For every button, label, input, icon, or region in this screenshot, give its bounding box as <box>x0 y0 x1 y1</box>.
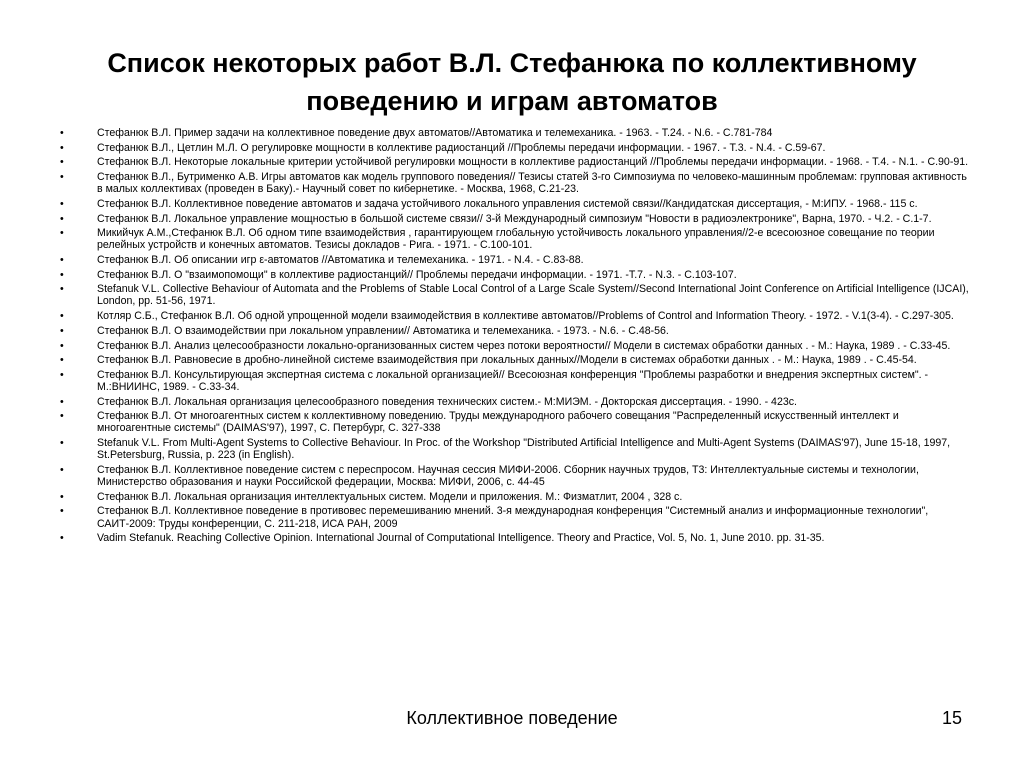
list-item: • Стефанюк В.Л. Об описании игр ε-автоматов //Автоматика и телемеханика. - 1971. - N.4. - С.83-88. <box>60 254 972 266</box>
list-item: • Стефанюк В.Л. Пример задачи на коллективное поведение двух автоматов//Автоматика и телемеханика. - 1963. - Т.24. - N.6. - С.781-784 <box>60 127 972 139</box>
list-item: • Vadim Stefanuk. Reaching Collective Opinion. International Journal of Computational Intelligence. Theory and Practice, Vol. 5, No. 1, June 2010. pp. 31-35. <box>60 532 972 544</box>
page-title-line-1: Список некоторых работ В.Л. Стефанюка по коллективному <box>107 48 917 78</box>
list-item: • Стефанюк В.Л. О "взаимопомощи" в коллективе радиостанций// Проблемы передачи информации. - 1971. -Т.7. - N.3. - С.103-107. <box>60 269 972 281</box>
list-item: • Стефанюк В.Л. Коллективное поведение в противовес перемешиванию мнений. 3-я международная конференция "Системный анализ и информационные технологии", САИТ-2009: Труды конференции, С. 211-218, ИСА РАН, 2009 <box>60 505 972 529</box>
list-item: • Стефанюк В.Л. Коллективное поведение систем с переспросом. Научная сессия МИФИ-2006. Сборник научных трудов, Т3: Интеллектуальные системы и технологии, Министерство образования и науки Российской федерации, Москва: МИФИ, 2006, с. 44-45 <box>60 464 972 488</box>
list-item: • Стефанюк В.Л. Консультирующая экспертная система с локальной организацией// Всесоюзная конференция "Проблемы разработки и внедрения экспертных систем". - М.:ВНИИНС, 1989. - С.33-34. <box>60 369 972 393</box>
list-item: • Stefanuk V.L. From Multi-Agent Systems to Collective Behaviour. In Proc. of the Workshop "Distributed Artificial Intelligence and Multi-Agent Systems (DAIMAS'97), June 15-18, 1997, St.Petersburg, Russia, p. 223 (in English). <box>60 437 972 461</box>
page-title-line-2: поведению и играм автоматов <box>306 86 718 116</box>
list-item: • Стефанюк В.Л., Бутрименко А.В. Игры автоматов как модель группового поведения// Тезисы статей 3-го Симпозиума по человеко-машинным проблемам: групповая активность в малых коллективах (проведен в Баку).- Научный совет по кибернетике. - Москва, 1968, С.21-23. <box>60 171 972 195</box>
list-item: • Стефанюк В.Л. Локальная организация целесообразного поведения технических систем.- М:МИЭМ. - Докторская диссертация. - 1990. - 423с. <box>60 396 972 408</box>
reference-list <box>60 127 972 547</box>
list-item: • Стефанюк В.Л. Локальная организация интеллектуальных систем. Модели и приложения. М.: Физматлит, 2004 , 328 с. <box>60 491 972 503</box>
list-item: • Стефанюк В.Л., Цетлин М.Л. О регулировке мощности в коллективе радиостанций //Проблемы передачи информации. - 1967. - Т.3. - N.4. - С.59-67. <box>60 142 972 154</box>
list-item: • Стефанюк В.Л. Анализ целесообразности локально-организованных систем через потоки вероятности// Модели в системах обработки данных . - М.: Наука, 1989 . - С.33-45. <box>60 340 972 352</box>
list-item: • Стефанюк В.Л. О взаимодействии при локальном управлении// Автоматика и телемеханика. - 1973. - N.6. - С.48-56. <box>60 325 972 337</box>
list-item: • Котляр С.Б., Стефанюк В.Л. Об одной упрощенной модели взаимодействия в коллективе автоматов//Problems of Control and Information Theory. - 1972. - V.1(3-4). - С.297-305. <box>60 310 972 322</box>
list-item: • Стефанюк В.Л. Локальное управление мощностью в большой системе связи// 3-й Международный симпозиум "Новости в радиоэлектронике", Варна, 1970. - Ч.2. - С.1-7. <box>60 213 972 225</box>
list-item: • Стефанюк В.Л. Некоторые локальные критерии устойчивой регулировки мощности в коллективе радиостанций //Проблемы передачи информации. - 1968. - Т.4. - N.1. - С.90-91. <box>60 156 972 168</box>
list-item: • Стефанюк В.Л. От многоагентных систем к коллективному поведению. Труды международного рабочего совещания "Распределенный искусственный интеллект и многоагентные системы" (DAIMAS'97), 1997, С. Петербург, С. 327-338 <box>60 410 972 434</box>
list-item: • Микийчук А.М.,Стефанюк В.Л. Об одном типе взаимодействия , гарантирующем глобальную устойчивость локального управления//2-е всесоюзное совещание по теории релейных устройств и конечных автоматов. Тезисы докладов - Рига. - 1971. - С.100-101. <box>60 227 972 251</box>
list-item: • Стефанюк В.Л. Коллективное поведение автоматов и задача устойчивого локального управления системой связи//Кандидатская диссертация, - М:ИПУ. - 1968.- 115 с. <box>60 198 972 210</box>
page-title <box>40 44 984 120</box>
footer-title: Коллективное поведение <box>406 708 618 728</box>
list-item: • Stefanuk V.L. Collective Behaviour of Automata and the Problems of Stable Local Control of a Large Scale System//Second International Joint Conference on Artificial Intelligence (IJCAI), London, pp. 51-56, 1971. <box>60 283 972 307</box>
list-item: • Стефанюк В.Л. Равновесие в дробно-линейной системе взаимодействия при локальных данных//Модели в системах обработки данных . - М.: Наука, 1989 . - С.45-54. <box>60 354 972 366</box>
page-number: 15 <box>941 708 962 728</box>
